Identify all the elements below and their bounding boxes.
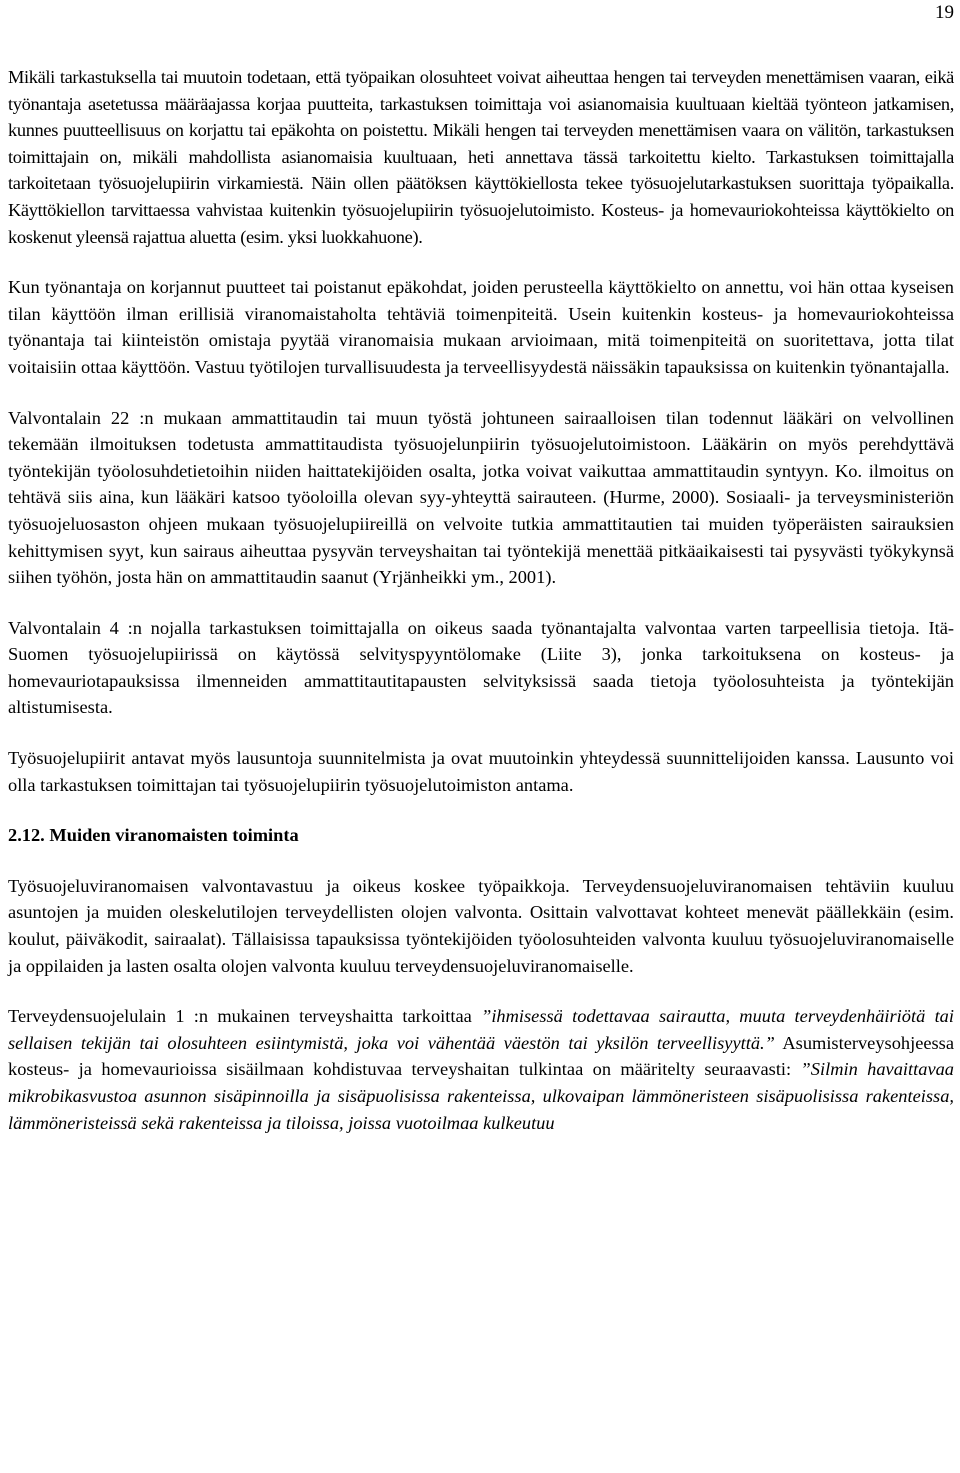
paragraph-statements: Työsuojelupiirit antavat myös lausuntoja suunnitelmista ja ovat muutoinkin yhteydessä suunnittelijoiden kanssa. Lausunto voi olla tarkastuksen toimittajan tai työsuojelupiirin työsuojelutoimiston antama. bbox=[8, 748, 954, 795]
section-heading: 2.12. Muiden viranomaisten toiminta bbox=[8, 825, 299, 846]
document-body bbox=[8, 64, 954, 1136]
paragraph-inspector-information: Valvontalain 4 :n nojalla tarkastuksen toimittajalla on oikeus saada työnantajalta valvontaa varten tarpeellisia tietoja. Itä-Suomen työsuojelupiirissä on käytössä selvityspyyntölomake (Liite 3), jonka tarkoituksena on kosteus- ja homevauriotapauksissa ilmenneiden ammattitautitapausten selvityksissä saada tietoja työolosuhteista ja työntekijän altistumisesta. bbox=[8, 617, 954, 718]
definition-quote-law: ”ihmisessä todettavaa sairautta, muuta terveydenhäiriötä tai sellaisen tekijän tai olosuhteen esiintymistä, joka voi vähentää väestön tai yksilön terveellisyyttä.” bbox=[8, 1006, 954, 1053]
definition-lead-text: Terveydensuojelulain 1 :n mukainen terveyshaitta tarkoittaa bbox=[8, 1006, 482, 1027]
paragraph-employer-repairs: Kun työnantaja on korjannut puutteet tai poistanut epäkohdat, joiden perusteella käyttökielto on annettu, voi hän ottaa kyseisen tilan käyttöön ilman erillisiä viranomaistaholta tehtäviä toimenpiteitä. Usein kuitenkin kosteus- ja homevauriokohteissa työnantaja tai kiinteistön omistaja pyytää viranomaisia mukaan arvioimaan, mitä toimenpiteitä on suoritettava, jotta tilat voitaisiin ottaa käyttöön. Vastuu työtilojen turvallisuudesta ja terveellisyydestä näissäkin tapauksissa on kuitenkin työnantajalla. bbox=[8, 277, 954, 377]
paragraph-usage-ban: Mikäli tarkastuksella tai muutoin todetaan, että työpaikan olosuhteet voivat aiheuttaa hengen tai terveyden menettämisen vaaran, eikä työnantaja asetetussa määräajassa korjaa puutteita, tarkastuksen toimittaja voi asianomaisia kuultuaan kieltää työnteon jatkamisen, kunnes puutteellisuus on korjattu tai epäkohta on poistettu. Mikäli hengen tai terveyden menettämisen vaara on välitön, tarkastuksen toimittajain on, mikäli mahdollista asianomaisia kuultuaan, heti annettava tässä tarkoitettu kielto. Tarkastuksen toimittajalla tarkoitetaan työsuojelupiirin virkamiestä. Näin ollen päätöksen käyttökiellosta tekee työsuojelutarkastuksen suorittaja työpaikalla. Käyttökiellon tarvittaessa vahvistaa kuitenkin työsuojelupiirin työsuojelutoimisto. Kosteus- ja homevauriokohteissa käyttökielto on koskenut yleensä rajattua aluetta (esim. yksi luokkahuone). bbox=[8, 67, 954, 247]
definition-middle-text: Asumisterveysohjeessa kosteus- ja homevaurioissa sisäilmaan kohdistuvaa terveyshaitan tulkintaa on määritelty seuraavasti: bbox=[8, 1032, 954, 1080]
page-number: 19 bbox=[935, 2, 954, 23]
paragraph-authorities-responsibility: Työsuojeluviranomaisen valvontavastuu ja oikeus koskee työpaikkoja. Terveydensuojeluviranomaisen tehtäviin kuuluu asuntojen ja muiden oleskelutilojen terveydellisten olojen valvonta. Osittain valvottavat kohteet menevät päällekkäin (esim. koulut, päiväkodit, sairaalat). Tällaisissa tapauksissa työntekijöiden työolosuhteiden valvonta kuuluu työsuojeluviranomaiselle ja oppilaiden ja lasten osalta olojen valvonta kuuluu terveydensuojeluviranomaiselle. bbox=[8, 875, 954, 976]
definition-quote-guideline: ”Silmin havaittavaa mikrobikasvustoa asunnon sisäpinnoilla ja sisäpuolisissa rakenteissa, ulkovaipan lämmöneristeen sisäpuolisissa rakenteissa, lämmöneristeissä sekä rakenteissa ja tiloissa, joissa vuotoilmaa kulkeutuu bbox=[8, 1059, 954, 1133]
paragraph-occupational-disease: Valvontalain 22 :n mukaan ammattitaudin tai muun työstä johtuneen sairaalloisen tilan todennut lääkäri on velvollinen tekemään ilmoituksen todetusta ammattitaudista työsuojelunpiirin työsuojelutoimistoon. Lääkärin on myös perehdyttävä työntekijän työolosuhdetietoihin niiden haittatekijöiden osalta, jotka voivat vaikuttaa ammattitaudin syntyyn. Ko. ilmoitus on tehtävä siis aina, kun lääkäri katsoo työoloilla olevan syy-yhteyttä sairauteen. (Hurme, 2000). Sosiaali- ja terveysministeriön työsuojeluosaston ohjeen mukaan työsuojelupiireillä on velvoite tutkia ammattitautien tai muiden työperäisten sairauksien kehittymisen syyt, kun sairaus aiheuttaa pysyvän terveyshaitan tai työntekijä menettää pitkäaikaisesti tai pysyvästi työkykynsä siihen työhön, josta hän on ammattitaudin saanut (Yrjänheikki ym., 2001). bbox=[8, 407, 954, 588]
paragraph-health-hazard-definition bbox=[8, 1003, 954, 1136]
